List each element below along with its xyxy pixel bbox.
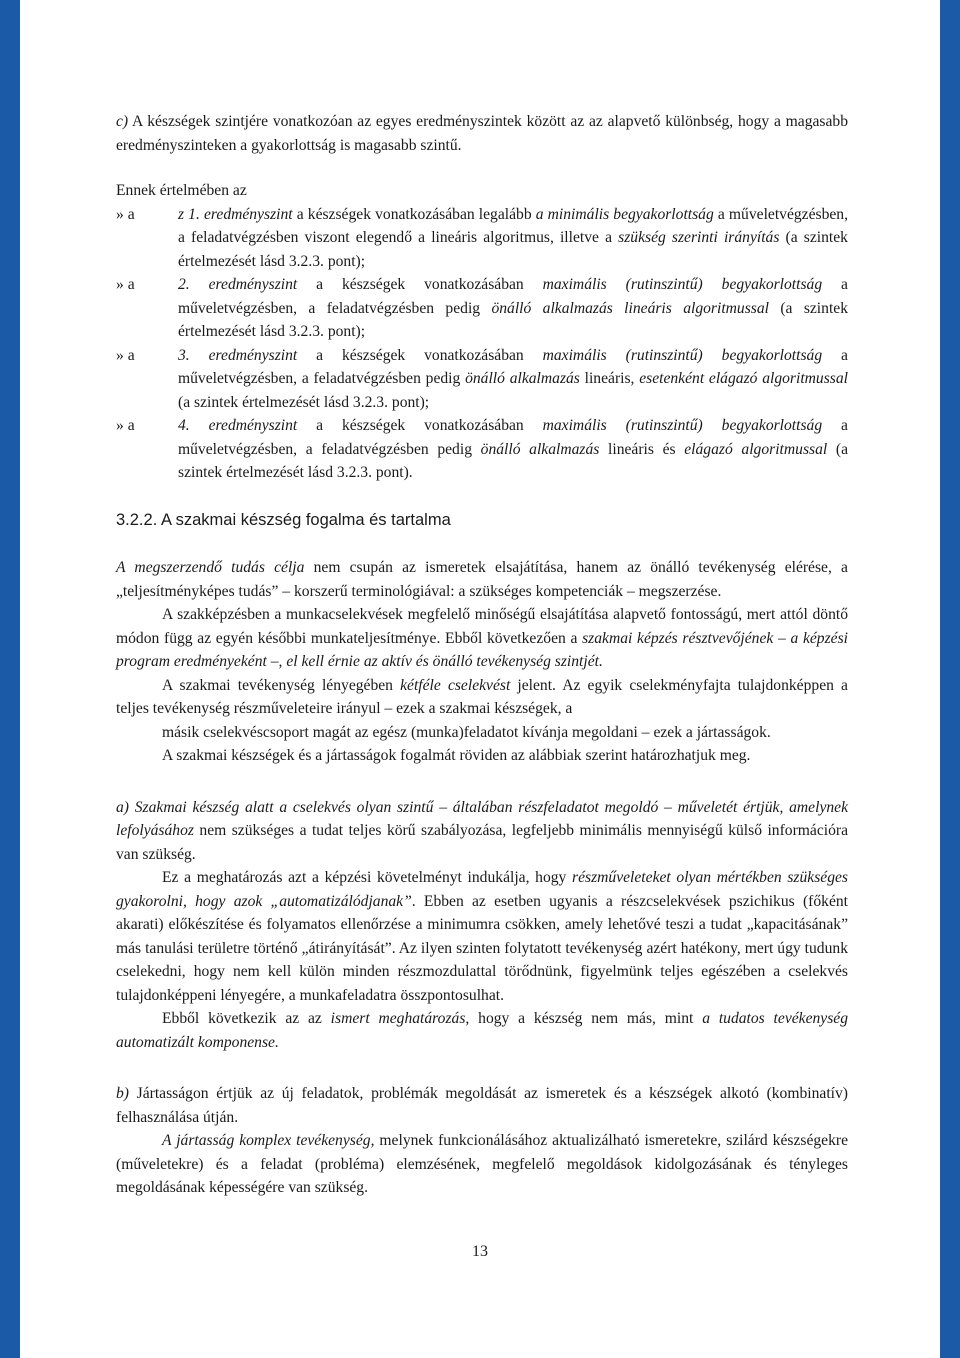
paragraph-requirement: [116, 866, 848, 1007]
paragraph-text: A szakképzésben a munkacselekvések megfelelő minőségű elsajátítása alapvető fontosságú, mert attól döntő módon függ az egyén későbbi munkateljesítménye. Ebből következően a: [116, 606, 848, 647]
list-item-level-4: [116, 414, 848, 485]
item-emphasis: maximális (rutinszintű) begyakorlottság: [542, 276, 823, 293]
item-emphasis: maximális (rutinszintű) begyakorlottság: [542, 346, 823, 364]
paragraph-goal: [116, 556, 848, 603]
section-b-paragraph: [116, 1082, 848, 1129]
section-a-paragraph: [116, 796, 848, 867]
level-list: [116, 203, 848, 485]
list-item-level-2: [116, 273, 848, 344]
paragraph-vocational: [116, 603, 848, 674]
paragraph-emphasis: szakmai képzés résztvevőjének – a képzési program eredményeként –, el kell érnie az aktív és önálló tevékenység szintjét.: [116, 629, 848, 670]
paragraph-text: Ebből következik az az: [162, 1010, 331, 1027]
item-text: (a szintek értelmezését lásd 3.2.3. pont).: [178, 440, 848, 481]
item-emphasis: elágazó algoritmussal: [684, 440, 828, 458]
paragraph-activity-cont: másik cselekvéscsoport magát az egész (munka)feladatot kívánja megoldani – ezek a jártasságok.: [162, 723, 771, 741]
paragraph-text: . Ebben az esetben ugyanis a részcselekvések pszichikus (főként akarati) előkészítése és folyamatos ellenőrzése a minimumra csökken, amely lehetővé teszi a tudat „kapacitásának” más tanulási területre történő „átirányítását”. Az ilyen szinten folytatott tevékenység azért hatékony, mert úgy tudunk cselekedni, hogy nem kell külön minden részmozdulattal törődnünk, figyelmünk teljes egészében a cselekvés tulajdonképpeni lényegére, a munkafeladatra összpontosulhat.: [116, 892, 848, 1004]
paragraph-definitions-intro: A szakmai készségek és a jártasságok fogalmát röviden az alábbiak szerint határozhatjuk meg.: [162, 747, 751, 764]
item-text: (a szintek értelmezését lásd 3.2.3. pont);: [178, 229, 848, 270]
paragraph-emphasis: a tudatos tevékenység automatizált komponense.: [116, 1010, 849, 1051]
item-emphasis: önálló alkalmazás: [465, 370, 580, 387]
page-number: 13: [472, 1243, 488, 1260]
paragraph-text: A szakmai tevékenység lényegében: [162, 676, 401, 694]
item-text: lineáris és: [599, 440, 685, 458]
item-text: a készségek vonatkozásában: [297, 346, 543, 364]
right-margin-band: [940, 0, 960, 1358]
item-text: a műveletvégzésben, a feladatvégzésben pedig: [178, 417, 848, 458]
item-text: a műveletvégzésben, a feladatvégzésben viszont elegendő a lineáris algoritmus, illetve a: [178, 205, 849, 246]
section-c-paragraph: [116, 110, 848, 157]
paragraph-emphasis: részműveleteket olyan mértékben szükséges gyakorolni, hogy azok „automatizálódjanak”: [116, 869, 848, 910]
item-emphasis: maximális (rutinszintű) begyakorlottság: [542, 417, 823, 434]
item-emphasis: esetenként elágazó algoritmussal: [639, 370, 848, 387]
item-emphasis: önálló alkalmazás lineáris algoritmussal: [491, 299, 769, 317]
item-lead: 3. eredményszint: [178, 346, 298, 364]
section-c-text: A készségek szintjére vonatkozóan az egyes eredményszintek között az az alapvető különbség, hogy a magasabb eredményszinteken a gyakorlottság is magasabb szintű.: [116, 113, 848, 154]
paragraph-text: , hogy a készség nem más, mint: [465, 1010, 703, 1027]
item-text: (a szintek értelmezését lásd 3.2.3. pont);: [178, 299, 848, 340]
list-item-level-1: [116, 203, 848, 274]
item-text: a készségek vonatkozásában legalább: [292, 205, 536, 223]
item-emphasis: önálló alkalmazás: [480, 440, 600, 458]
list-item-level-3: [116, 344, 848, 415]
bullet-marker: » a: [116, 276, 135, 293]
item-emphasis: a minimális begyakorlottság: [535, 205, 714, 223]
paragraph-text: Ez a meghatározás azt a képzési követelményt indukálja, hogy: [162, 869, 573, 886]
paragraph-complex-activity: [116, 1129, 848, 1200]
paragraph-emphasis: a) Szakmai készség alatt a cselekvés olyan szintű – általában részfeladatot megoldó – műveletét értjük, amelynek lefolyásához: [116, 798, 848, 839]
left-margin-band: [0, 0, 20, 1358]
item-lead: 4. eredményszint: [178, 417, 298, 434]
item-text: (a szintek értelmezését lásd 3.2.3. pont);: [178, 393, 430, 411]
bullet-marker: » a: [116, 417, 135, 434]
page-content: [116, 110, 848, 1200]
paragraph-emphasis: A megszerzendő tudás célja: [116, 559, 305, 576]
item-lead: z 1. eredményszint: [178, 205, 293, 223]
item-text: a műveletvégzésben, a feladatvégzésben pedig: [178, 346, 848, 387]
item-lead: 2. eredményszint: [178, 276, 298, 293]
item-text: a készségek vonatkozásában: [297, 276, 543, 293]
section-heading: 3.2.2. A szakmai készség fogalma és tartalma: [116, 510, 451, 529]
paragraph-emphasis: ismert meghatározás: [330, 1010, 466, 1027]
item-text: a műveletvégzésben, a feladatvégzésben pedig: [178, 276, 848, 317]
paragraph-text: , melynek funkcionálásához aktualizálható ismeretekre, szilárd készségekre (műveletekre) és a feladat (probléma) elemzésének, megfelelő megoldások kidolgozásának és tényleges megoldásának képességére van szükség.: [116, 1132, 848, 1196]
item-text: lineáris,: [579, 370, 640, 387]
paragraph-emphasis: A jártasság komplex tevékenység: [162, 1132, 371, 1149]
paragraph-definition: [116, 1007, 848, 1054]
intro-line: Ennek értelmében az: [116, 182, 247, 199]
paragraph-text: nem szükséges a tudat teljes körű szabályozása, legfeljebb minimális mennyiségű külső információra van szükség.: [116, 822, 848, 863]
paragraph-text: Jártasságon értjük az új feladatok, problémák megoldását az ismeretek és a készségek alkotó (kombinatív) felhasználása útján.: [116, 1085, 848, 1126]
paragraph-text: jelent. Az egyik cselekményfajta tulajdonképpen a teljes tevékenység részműveleteire irányul – ezek a szakmai készségek, a: [116, 676, 848, 717]
bullet-marker: » a: [116, 205, 135, 223]
section-c-prefix: c): [116, 113, 129, 130]
item-text: a készségek vonatkozásában: [297, 417, 543, 434]
item-emphasis: szükség szerinti irányítás: [618, 229, 780, 246]
paragraph-emphasis: b): [116, 1085, 129, 1102]
paragraph-text: nem csupán az ismeretek elsajátítása, hanem az önálló tevékenység elérése, a „teljesítményképes tudás” – korszerű terminológiával: a szükséges kompetenciák – megszerzése.: [116, 559, 848, 600]
paragraph-activity: [116, 674, 848, 721]
paragraph-emphasis: kétféle cselekvést: [400, 676, 511, 694]
bullet-marker: » a: [116, 346, 135, 364]
